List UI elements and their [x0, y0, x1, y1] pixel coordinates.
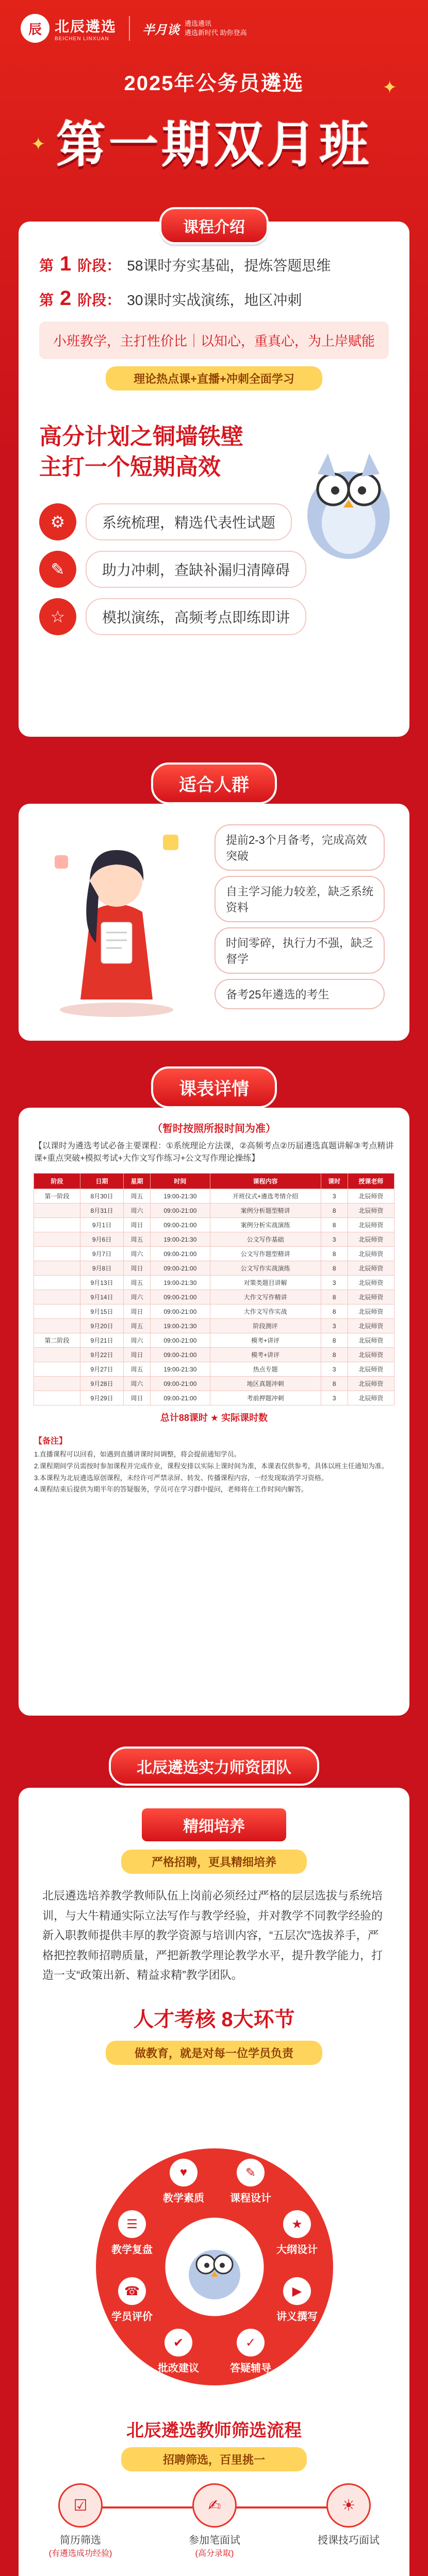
table-row — [34, 1319, 394, 1333]
wheel-item — [266, 2210, 328, 2256]
table-cell: 19:00-21:30 — [151, 1189, 210, 1204]
wheel-label: 批改建议 — [158, 2363, 199, 2374]
owl-mascot-icon — [181, 2233, 248, 2300]
table-row — [34, 1290, 394, 1304]
table-cell: 周日 — [123, 1218, 150, 1232]
table-cell — [34, 1247, 80, 1261]
table-cell: 8 — [321, 1218, 348, 1232]
list-icon: ☰ — [118, 2210, 146, 2238]
flow-step-note: (高分录取) — [195, 2549, 234, 2558]
table-cell: 8 — [321, 1333, 348, 1348]
table-cell: 09:00-21:00 — [151, 1247, 210, 1261]
table-cell: 周日 — [123, 1391, 150, 1405]
team-paragraph: 北辰遴选培养教学教师队伍上岗前必须经过严格的层层选拔与系统培训，与大牛精通实际立法写作与教学经验，并对教学不同教学经验的新入职教师提供丰厚的教学资源与培训内容，“五层次”选拔养手，严格把控教师招聘质量，严把新教学理论教学水平，提升教学能力，打造一支“政策出新、精益求精”教学团队。 — [42, 1889, 383, 1981]
student-illustration-icon — [50, 824, 184, 1020]
wheel-item — [101, 2210, 163, 2256]
partner-logo[interactable] — [142, 19, 247, 37]
stage-row — [19, 252, 409, 276]
column-header: 课程内容 — [210, 1174, 321, 1189]
remark-item: 3.本课程为北辰遴选原创课程，未经许可严禁录屏、转发、传播课程内容，一经发现取消学习资格。 — [34, 1473, 328, 1482]
table-cell: 8 — [321, 1377, 348, 1391]
table-cell: 3 — [321, 1232, 348, 1247]
wheel-title: 人才考核 8大环节 — [133, 2008, 295, 2031]
table-cell: 3 — [321, 1362, 348, 1377]
phone-icon: ☎ — [118, 2277, 146, 2305]
table-cell: 9月14日 — [80, 1290, 124, 1304]
table-cell: 北辰师资 — [348, 1247, 394, 1261]
table-cell: 北辰师资 — [348, 1319, 394, 1333]
table-cell: 北辰师资 — [348, 1391, 394, 1405]
stage-description: 30课时实战演练，地区冲刺 — [127, 292, 302, 308]
table-cell — [34, 1276, 80, 1290]
audience-item: 提前2-3个月备考，完成高效突破 — [215, 824, 385, 871]
wheel-label: 课程设计 — [230, 2193, 271, 2204]
hero-title: 第一期双月班 — [56, 117, 372, 173]
learning-ribbon: 理论热点课+直播+冲刺全面学习 — [106, 366, 322, 391]
stage-number: 2 — [60, 287, 72, 310]
table-cell: 周日 — [123, 1304, 150, 1319]
table-cell: 19:00-21:30 — [151, 1276, 210, 1290]
flow-step — [168, 2483, 261, 2558]
table-cell: 案例分析实战演练 — [210, 1218, 321, 1232]
column-header: 时间 — [151, 1174, 210, 1189]
schedule-table — [34, 1173, 394, 1405]
table-cell: 3 — [321, 1391, 348, 1405]
writing-icon: ✍ — [192, 2483, 237, 2528]
schedule-title: 课表详情 — [151, 1066, 277, 1108]
table-cell: 9月29日 — [80, 1391, 124, 1405]
stage-prefix: 第 — [39, 258, 54, 274]
audience-item: 备考25年遴选的考生 — [215, 979, 385, 1009]
table-cell: 北辰师资 — [348, 1218, 394, 1232]
table-cell: 周五 — [123, 1232, 150, 1247]
table-cell: 大作文写作实战 — [210, 1304, 321, 1319]
table-row — [34, 1247, 394, 1261]
brand-divider — [129, 16, 130, 41]
hero — [0, 57, 428, 176]
teaching-band: 小班教学，主打性价比｜以知心，重真心，为上岸赋能 — [39, 321, 389, 359]
table-cell: 09:00-21:00 — [151, 1290, 210, 1304]
column-header: 日期 — [80, 1174, 124, 1189]
schedule-body — [34, 1189, 394, 1405]
table-cell: 北辰师资 — [348, 1204, 394, 1218]
table-cell: 北辰师资 — [348, 1333, 394, 1348]
table-cell: 北辰师资 — [348, 1362, 394, 1377]
table-cell: 9月13日 — [80, 1276, 124, 1290]
table-cell: 9月15日 — [80, 1304, 124, 1319]
remark-item: 2.课程期间学员需按时参加课程并完成作业，课程安排以实际上课时间为准，本课表仅供参考，具体以班主任通知为准。 — [34, 1462, 388, 1470]
table-cell: 9月21日 — [80, 1333, 124, 1348]
wheel-label: 教学素质 — [163, 2193, 204, 2204]
table-cell — [34, 1261, 80, 1276]
stage-suffix: 阶段： — [77, 292, 121, 308]
wheel-item — [101, 2277, 163, 2323]
schedule-subtitle: （暂时按照所报时间为准） — [152, 1123, 276, 1134]
pencil-icon: ✎ — [237, 2159, 265, 2187]
table-cell: 热点专题 — [210, 1362, 321, 1377]
stage-number: 1 — [60, 252, 72, 275]
table-cell: 09:00-21:00 — [151, 1377, 210, 1391]
table-row — [34, 1377, 394, 1391]
schedule-card — [19, 1108, 409, 1716]
table-row — [34, 1276, 394, 1290]
table-cell: 公文写作题型精讲 — [210, 1247, 321, 1261]
wheel-label: 学员评价 — [111, 2311, 153, 2323]
table-cell: 9月7日 — [80, 1247, 124, 1261]
table-cell: 9月6日 — [80, 1232, 124, 1247]
flow-title: 北辰遴选教师筛选流程 — [126, 2421, 302, 2441]
wheel-item — [266, 2277, 328, 2323]
feature-text: 助力冲刺，查缺补漏归清障碍 — [86, 551, 306, 588]
assessment-wheel — [96, 2148, 333, 2385]
table-cell — [34, 1377, 80, 1391]
table-cell: 3 — [321, 1319, 348, 1333]
logo-name: 北辰遴选 — [55, 18, 117, 35]
course-intro-card — [19, 219, 409, 737]
column-header: 授课老师 — [348, 1174, 394, 1189]
partner-name: 半月谈 — [142, 22, 180, 37]
table-row — [34, 1391, 394, 1405]
table-cell: 8月31日 — [80, 1204, 124, 1218]
table-row — [34, 1362, 394, 1377]
remark-item: 1.直播课程可以回看，如遇到直播讲课时间调整，将会提前通知学员。 — [34, 1450, 241, 1458]
schedule-note: 【以课时为遴选考试必备主要课程：①系统理论方法课，②高频考点②历届遴选真题讲解③考点精讲课+重点突破+模拟考试+大作文写作练习+公文写作理论操练】 — [34, 1142, 394, 1163]
table-cell — [34, 1204, 80, 1218]
flow-step-label: 简历筛选 — [60, 2535, 101, 2546]
team-card — [19, 1788, 409, 2576]
table-row — [34, 1333, 394, 1348]
audience-item: 时间零碎，执行力不强，缺乏督学 — [215, 927, 385, 974]
team-yellow-ribbon: 严格招聘，更具精细培养 — [121, 1850, 307, 1874]
brand-logo[interactable] — [21, 14, 117, 43]
checkmark-icon: ✔ — [164, 2329, 192, 2357]
schedule-total: 总计88课时 ★ 实际课时数 — [160, 1413, 268, 1423]
star-icon: ☆ — [39, 598, 76, 635]
brand-bar — [0, 0, 428, 57]
table-cell: 09:00-21:00 — [151, 1333, 210, 1348]
table-cell: 阶段测评 — [210, 1319, 321, 1333]
table-cell: 09:00-21:00 — [151, 1391, 210, 1405]
wheel-item — [220, 2159, 282, 2205]
table-cell: 第二阶段 — [34, 1333, 80, 1348]
table-cell: 9月1日 — [80, 1218, 124, 1232]
table-row — [34, 1232, 394, 1247]
table-cell: 北辰师资 — [348, 1348, 394, 1362]
table-row — [34, 1189, 394, 1204]
stage-row — [19, 287, 409, 310]
partner-subtitle-1: 遴选遴讯 — [185, 20, 212, 28]
table-cell: 09:00-21:00 — [151, 1304, 210, 1319]
table-cell: 9月28日 — [80, 1377, 124, 1391]
table-cell: 09:00-21:00 — [151, 1261, 210, 1276]
table-cell: 模考+讲评 — [210, 1348, 321, 1362]
table-cell — [34, 1218, 80, 1232]
table-cell: 周日 — [123, 1348, 150, 1362]
feature-item — [39, 598, 389, 635]
table-cell: 地区真题冲刺 — [210, 1377, 321, 1391]
table-row — [34, 1261, 394, 1276]
heart-icon: ♥ — [170, 2159, 197, 2187]
wheel-label: 答疑辅导 — [230, 2363, 271, 2374]
table-cell: 8 — [321, 1304, 348, 1319]
column-header: 阶段 — [34, 1174, 80, 1189]
gear-icon: ⚙ — [39, 503, 76, 540]
table-cell: 8 — [321, 1290, 348, 1304]
table-cell: 大作文写作精讲 — [210, 1290, 321, 1304]
feature-text: 模拟演练，高频考点即练即讲 — [86, 598, 306, 635]
table-cell — [34, 1319, 80, 1333]
table-row — [34, 1218, 394, 1232]
wheel-label: 教学复盘 — [111, 2244, 153, 2256]
feature-text: 系统梳理，精选代表性试题 — [86, 503, 292, 540]
table-cell: 北辰师资 — [348, 1304, 394, 1319]
table-cell: 开班仪式+遴选考情介绍 — [210, 1189, 321, 1204]
audience-item: 自主学习能力较差，缺乏系统资料 — [215, 876, 385, 922]
table-cell: 周五 — [123, 1319, 150, 1333]
sun-icon: ☀ — [326, 2483, 371, 2528]
table-cell — [34, 1391, 80, 1405]
column-header: 星期 — [123, 1174, 150, 1189]
table-cell: 8 — [321, 1261, 348, 1276]
table-row — [34, 1348, 394, 1362]
stage-prefix: 第 — [39, 292, 54, 308]
table-cell: 19:00-21:30 — [151, 1319, 210, 1333]
table-cell — [34, 1348, 80, 1362]
owl-mascot-icon — [297, 438, 400, 562]
table-cell: 北辰师资 — [348, 1189, 394, 1204]
table-cell: 周六 — [123, 1377, 150, 1391]
table-cell: 案例分析题型精讲 — [210, 1204, 321, 1218]
sparkle-icon: ✦ — [31, 134, 46, 154]
flow-step-label: 授课技巧面试 — [318, 2535, 380, 2546]
play-icon: ▶ — [283, 2277, 311, 2305]
schedule-header-row — [34, 1174, 394, 1189]
table-cell — [34, 1290, 80, 1304]
table-cell: 北辰师资 — [348, 1290, 394, 1304]
table-cell: 8 — [321, 1348, 348, 1362]
table-cell: 8 — [321, 1204, 348, 1218]
table-cell: 19:00-21:30 — [151, 1362, 210, 1377]
flow-step — [302, 2483, 395, 2547]
table-cell: 公文写作基础 — [210, 1232, 321, 1247]
table-cell: 周日 — [123, 1261, 150, 1276]
table-row — [34, 1204, 394, 1218]
table-cell: 公文写作实战演练 — [210, 1261, 321, 1276]
table-cell: 周六 — [123, 1333, 150, 1348]
table-cell: 9月8日 — [80, 1261, 124, 1276]
table-cell: 09:00-21:00 — [151, 1204, 210, 1218]
checklist-icon: ☑ — [58, 2483, 103, 2528]
flow-step-label: 参加笔面试 — [189, 2535, 240, 2546]
table-cell: 09:00-21:00 — [151, 1348, 210, 1362]
table-cell — [34, 1362, 80, 1377]
pencil-icon: ✎ — [39, 551, 76, 588]
table-row — [34, 1304, 394, 1319]
hero-subtitle: 2025年公务员遴选 — [124, 72, 304, 95]
table-cell: 周五 — [123, 1276, 150, 1290]
wheel-item — [147, 2329, 209, 2375]
table-cell: 3 — [321, 1276, 348, 1290]
wheel-item — [220, 2329, 282, 2375]
column-header: 课时 — [321, 1174, 348, 1189]
table-cell: 9月22日 — [80, 1348, 124, 1362]
slogan-line-2: 主打一个短期高效 — [39, 454, 221, 480]
table-cell: 9月27日 — [80, 1362, 124, 1377]
table-cell: 19:00-21:30 — [151, 1232, 210, 1247]
table-cell: 对策类题目讲解 — [210, 1276, 321, 1290]
flow-ribbon: 招聘筛选，百里挑一 — [121, 2447, 307, 2471]
audience-card — [19, 804, 409, 1041]
remarks — [19, 1429, 409, 1501]
table-cell — [34, 1304, 80, 1319]
table-cell: 3 — [321, 1189, 348, 1204]
stage-suffix: 阶段： — [77, 258, 121, 274]
table-cell: 周五 — [123, 1362, 150, 1377]
wheel-subtitle: 做教育，就是对每一位学员负责 — [106, 2041, 322, 2065]
partner-subtitle-2: 遴选新时代 助你登高 — [185, 29, 247, 37]
check-icon: ✓ — [237, 2329, 265, 2357]
table-cell: 周六 — [123, 1247, 150, 1261]
table-cell: 第一阶段 — [34, 1189, 80, 1204]
table-cell: 考前押题冲刺 — [210, 1391, 321, 1405]
table-cell: 周六 — [123, 1290, 150, 1304]
logo-english: BEICHEN LINXUAN — [55, 36, 109, 42]
audience-title: 适合人群 — [151, 762, 277, 804]
flow-step — [34, 2483, 127, 2558]
stage-description: 58课时夯实基础，提炼答题思维 — [127, 258, 331, 274]
table-cell: 周五 — [123, 1189, 150, 1204]
team-sub-ribbon: 精细培养 — [142, 1808, 286, 1841]
table-cell: 北辰师资 — [348, 1232, 394, 1247]
slogan-line-1: 高分计划之铜墙铁壁 — [39, 424, 243, 449]
table-cell: 9月20日 — [80, 1319, 124, 1333]
wheel-label: 讲义撰写 — [276, 2311, 318, 2323]
table-cell: 周六 — [123, 1204, 150, 1218]
remark-item: 4.课程结束后提供为期半年的答疑服务，学员可在学习群中提问，老师将在工作时间内解答。 — [34, 1485, 308, 1494]
table-cell: 北辰师资 — [348, 1377, 394, 1391]
table-cell: 北辰师资 — [348, 1276, 394, 1290]
star-icon: ★ — [283, 2210, 311, 2238]
logo-icon: 辰 — [21, 14, 50, 43]
wheel-item — [153, 2159, 215, 2205]
table-cell: 8 — [321, 1247, 348, 1261]
wheel-label: 大纲设计 — [276, 2244, 318, 2256]
sparkle-icon: ✦ — [382, 78, 397, 97]
team-title: 北辰遴选实力师资团队 — [109, 1747, 319, 1786]
table-cell — [34, 1232, 80, 1247]
table-cell: 模考+讲评 — [210, 1333, 321, 1348]
remarks-title: 【备注】 — [34, 1437, 68, 1446]
flow-step-note: (有遴选成功经验) — [48, 2549, 112, 2558]
table-cell: 8月30日 — [80, 1189, 124, 1204]
table-cell: 北辰师资 — [348, 1261, 394, 1276]
table-cell: 09:00-21:00 — [151, 1218, 210, 1232]
course-intro-tag: 课程介绍 — [159, 207, 269, 244]
